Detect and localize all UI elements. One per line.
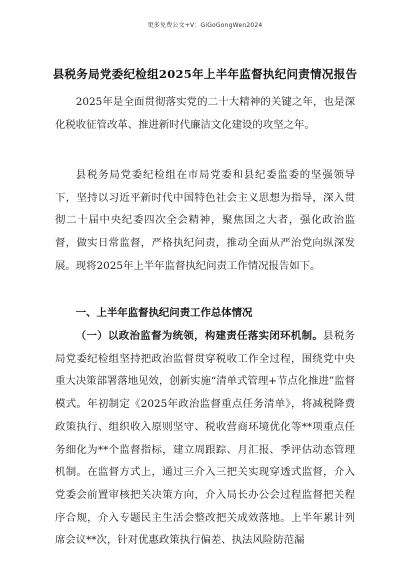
section-heading-1: 一、上半年监督执纪问责工作总体情况 [75,307,253,319]
subsection-heading-1: （一）以政治监督为统领，构建责任落实闭环机制。 [75,330,324,342]
paragraph-intro: 2025年是全面贯彻落实党的二十大精神的关键之年，也是深化税收征管改革、推进新时代廉洁文化建设的攻坚之年。 [55,96,355,131]
paragraph-political-supervision-body: 县税务局党委纪检组坚持把政治监督贯穿税收工作全过程，围绕党中央重大决策部署落地见效，创新实施“清单式管理+节点化推进”监督模式。年初制定《2025年政治监督重点任务清单》，将减税降费政策执行、组织收入原则坚守、税收营商环境优化等**项重点任务细化为**个监督指标，建立周跟踪、月汇报、季评估动态管理机制。在监督方式上，通过三介入三把关实现穿透式监督，介入党委会前置审核把关决策方向，介入局长办公会过程监督把关程序合规，介入专题民主生活会整改把关成效落地。上半年累计列席会议**次，针对优惠政策执行偏差、执法风险防范漏 [55,330,356,547]
document-title: 县税务局党委纪检组2025年上半年监督执纪问责情况报告 [52,67,358,81]
paragraph-overview: 县税务局党委纪检组在市局党委和县纪委监委的坚强领导下，坚持以习近平新时代中国特色社会主义思想为指导，深入贯彻二十届中央纪委四次全会精神，聚焦国之大者，强化政治监督，做实日常监督，严格执纪问责，推动全面从严治党向纵深发展。现将2025年上半年监督执纪问责工作情况报告如下。 [55,169,355,272]
paragraph-political-supervision [55,325,355,552]
header-note: 更多免费公文+V：GiGoGongWen2024 [147,22,263,29]
